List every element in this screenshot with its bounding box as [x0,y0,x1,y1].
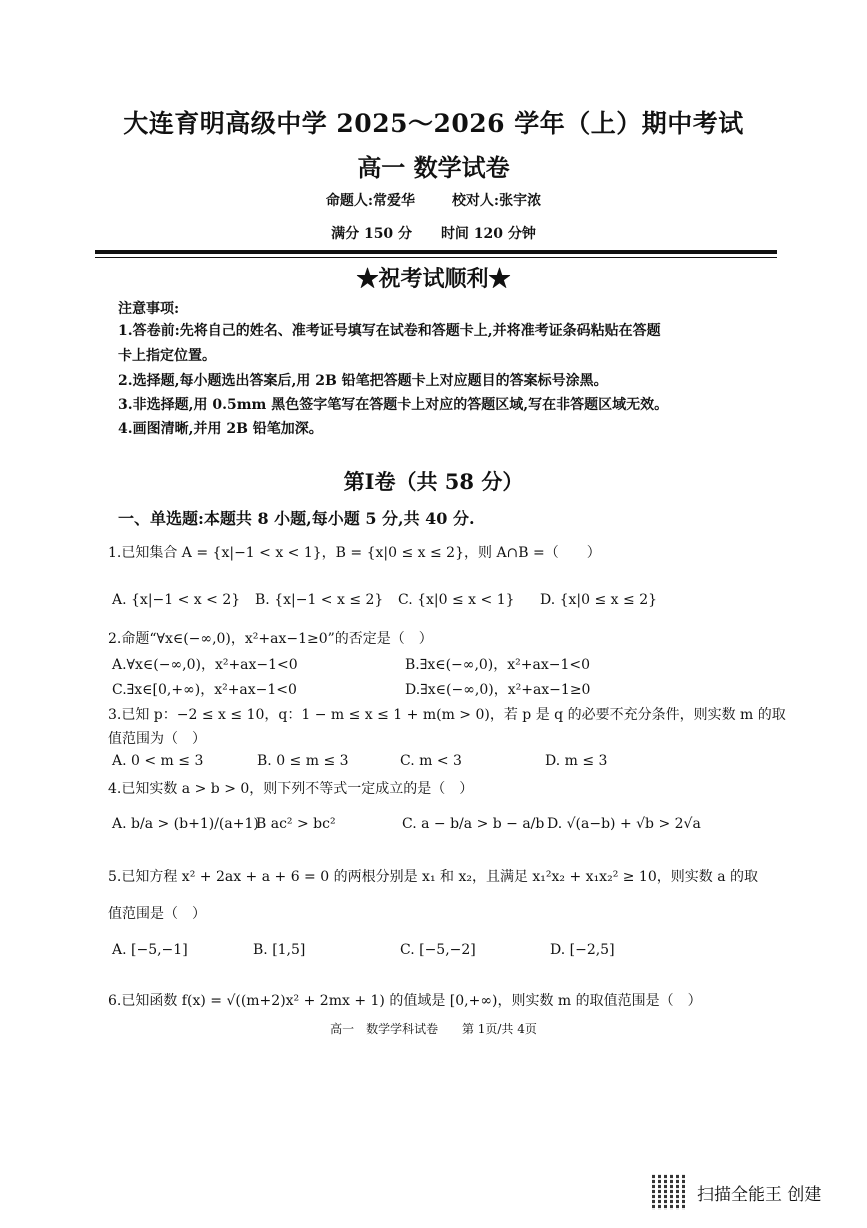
notice-title: 注意事项: [118,301,180,317]
section-title: 第I卷（共 58 分） [343,469,524,494]
blessing-banner: ★祝考试顺利★ [356,266,511,292]
footer-course: 高一 数学学科试卷 [330,1022,439,1036]
proofreader-label: 校对人:张宇浓 [451,193,542,209]
question-5-option-d: D. [−2,5] [550,942,615,958]
question-2-option-c: C.∃x∈[0,+∞)，x²+ax−1<0 [112,682,297,698]
question-3-option-d: D. m ≤ 3 [545,753,608,769]
question-3-option-b: B. 0 ≤ m ≤ 3 [257,753,349,769]
question-4-stem: 4.已知实数 a > b > 0，则下列不等式一定成立的是（ ） [108,781,474,797]
qr-code-icon [652,1174,688,1210]
notice-item: 卡上指定位置。 [118,348,216,364]
question-2-option-b: B.∃x∈(−∞,0)，x²+ax−1<0 [405,657,591,673]
header-divider-thin [95,257,777,258]
author-label: 命题人:常爱华 [325,193,416,209]
question-1-option-a: A. {x|−1 < x < 2} [112,592,241,608]
notice-item: 4.画图清晰,并用 2B 铅笔加深。 [118,421,323,437]
question-5-stem: 5.已知方程 x² + 2ax + a + 6 = 0 的两根分别是 x₁ 和 x₂，且满足 x₁²x₂ + x₁x₂² ≥ 10，则实数 a 的取 [108,869,758,885]
notice-item: 3.非选择题,用 0.5mm 黑色签字笔写在答题卡上对应的答题区域,写在非答题区域无效。 [118,397,669,413]
score-time-line [0,223,867,243]
notice-item: 2.选择题,每小题选出答案后,用 2B 铅笔把答题卡上对应题目的答案标号涂黑。 [118,373,608,389]
scanner-watermark: 扫描全能王 创建 [697,1185,822,1205]
part-one-heading: 一、单选题:本题共 8 小题,每小题 5 分,共 40 分. [118,509,475,528]
question-3-stem: 3.已知 p：−2 ≤ x ≤ 10，q：1 − m ≤ x ≤ 1 + m(m > 0)，若 p 是 q 的必要不充分条件，则实数 m 的取 [108,707,786,723]
page-footer [0,1020,867,1037]
notice-item: 1.答卷前:先将自己的姓名、准考证号填写在试卷和答题卡上,并将准考证条码粘贴在答题 [118,323,661,339]
question-4-option-c: C. a − b/a > b − a/b [402,816,545,832]
question-5-option-a: A. [−5,−1] [112,942,188,958]
question-1-option-c: C. {x|0 ≤ x < 1} [398,592,515,608]
question-5-option-c: C. [−5,−2] [400,942,476,958]
question-2-option-d: D.∃x∈(−∞,0)，x²+ax−1≥0 [405,682,591,698]
full-score: 满分 150 分 [331,226,413,242]
question-4-option-a: A. b/a > (b+1)/(a+1) [112,816,259,832]
question-4-option-d: D. √(a−b) + √b > 2√a [547,816,701,832]
question-2-option-a: A.∀x∈(−∞,0)，x²+ax−1<0 [112,657,298,673]
question-3-stem-continued: 值范围为（ ） [108,731,206,747]
exam-time: 时间 120 分钟 [440,226,536,242]
question-3-option-c: C. m < 3 [400,753,462,769]
question-4-option-b: B ac² > bc² [256,816,336,832]
question-6-stem: 6.已知函数 f(x) = √((m+2)x² + 2mx + 1) 的值域是 [0,+∞)，则实数 m 的取值范围是（ ） [108,993,702,1009]
question-5-stem-continued: 值范围是（ ） [108,906,206,922]
footer-page-number: 第 1页/共 4页 [461,1022,537,1036]
header-divider-thick [95,250,777,254]
question-2-stem: 2.命题“∀x∈(−∞,0)，x²+ax−1≥0”的否定是（ ） [108,631,433,647]
question-5-option-b: B. [1,5] [253,942,306,958]
exam-subtitle: 高一 数学试卷 [357,153,510,182]
question-3-option-a: A. 0 < m ≤ 3 [112,753,204,769]
question-1-option-b: B. {x|−1 < x ≤ 2} [255,592,384,608]
question-1-option-d: D. {x|0 ≤ x ≤ 2} [540,592,658,608]
question-1-stem: 1.已知集合 A = {x|−1 < x < 1}，B = {x|0 ≤ x ≤ 2}，则 A∩B =（ ） [108,545,601,561]
authors-line [0,190,867,210]
exam-title: 大连育明高级中学 2025～2026 学年（上）期中考试 [123,109,744,138]
